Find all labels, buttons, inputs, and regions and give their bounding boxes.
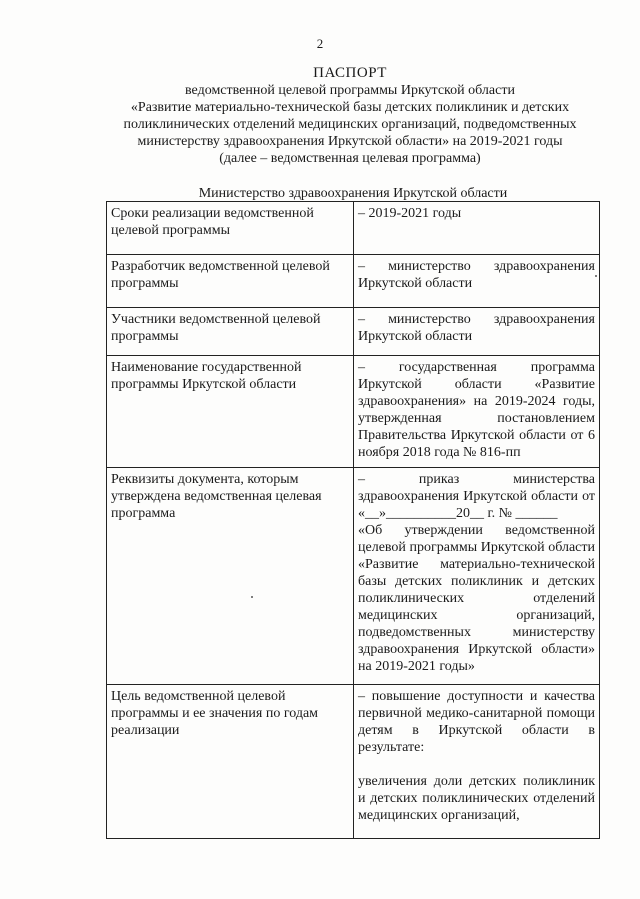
value-text: – министерство здравоохранения Иркутской области: [358, 312, 595, 344]
value-text: – приказ министерства здравоохранения Иркутской области от «__»__________20__ г. № ______: [358, 472, 595, 521]
subtitle-line: министерству здравоохранения Иркутской области» на 2019-2021 годы: [137, 134, 563, 149]
value-text: «Об утверждении ведомственной целевой программы Иркутской области «Развитие материально-технической базы детских поликлиник и детских поликлинических отделений медицинских организаций, подведомственных министерству здравоохранения Иркутской области» на 2019-2021 годы»: [358, 523, 595, 674]
paragraph-gap: [358, 756, 595, 773]
table-row: [107, 685, 600, 839]
value-text: – министерство здравоохранения Иркутской области: [358, 259, 595, 291]
page-number: 2: [316, 36, 324, 51]
subtitle-line: «Развитие материально-технической базы детских поликлиник и детских: [130, 100, 570, 115]
table-row: [107, 255, 600, 308]
value-text: – государственная программа Иркутской области «Развитие здравоохранения» на 2019-2024 годы, утвержденная постановлением Правительства Иркутской области от 6 ноября 2018 года № 816-пп: [358, 360, 595, 460]
row-label: Участники ведомственной целевой программы: [107, 308, 354, 356]
value-text: увеличения доли детских поликлиник и детских поликлинических отделений медицинских организаций,: [358, 774, 595, 823]
row-label: Наименование государственной программы Иркутской области: [107, 356, 354, 468]
subtitle-line: (далее – ведомственная целевая программа): [219, 151, 481, 166]
organization-name: Министерство здравоохранения Иркутской области: [198, 186, 508, 201]
table-row: [107, 202, 600, 255]
table-row: [107, 468, 600, 685]
row-value: [354, 468, 600, 685]
row-value: [354, 255, 600, 308]
row-value: [354, 356, 600, 468]
document-heading: [70, 65, 630, 167]
value-text: – 2019-2021 годы: [358, 206, 462, 221]
row-value: [354, 308, 600, 356]
subtitle-line: поликлинических отделений медицинских организаций, подведомственных: [123, 117, 577, 132]
row-value: [354, 202, 600, 255]
row-label: Цель ведомственной целевой программы и ее значения по годам реализации: [107, 685, 354, 839]
subtitle-line: ведомственной целевой программы Иркутской области: [185, 83, 515, 98]
value-text: – повышение доступности и качества первичной медико-санитарной помощи детям в Иркутской области в результате:: [358, 689, 595, 755]
row-label: Сроки реализации ведомственной целевой программы: [107, 202, 354, 255]
scan-speck: [251, 596, 253, 598]
passport-table: [106, 201, 600, 839]
table-row: [107, 308, 600, 356]
table-row: [107, 356, 600, 468]
document-title: ПАСПОРТ: [313, 65, 387, 81]
row-label: Разработчик ведомственной целевой программы: [107, 255, 354, 308]
row-value: [354, 685, 600, 839]
row-label: Реквизиты документа, которым утверждена ведомственная целевая программа: [107, 468, 354, 685]
scan-speck: [595, 275, 597, 277]
